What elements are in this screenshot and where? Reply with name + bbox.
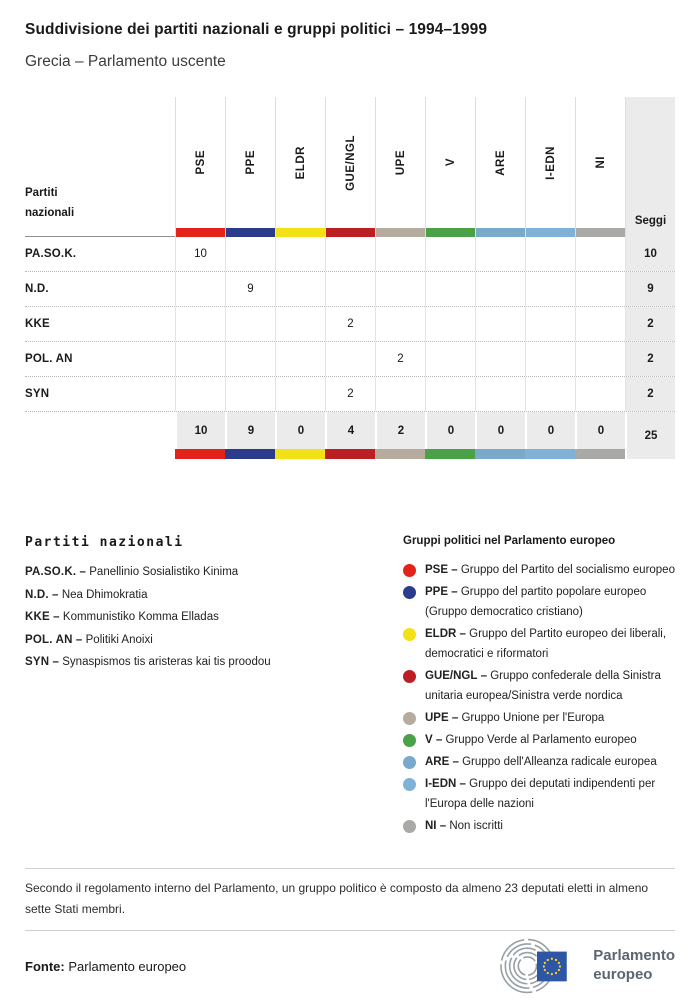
political-groups-legend	[403, 535, 675, 838]
logo-wordmark: Parlamento europeo	[593, 947, 675, 983]
seats-column-header: Seggi	[625, 97, 675, 237]
party-label: PA.SO.K.	[25, 248, 77, 260]
footnote: Secondo il regolamento interno del Parlamento, un gruppo politico è composto da almeno 23 deputati eletti in almeno sette Stati membri.	[25, 881, 649, 916]
group-color-dot	[403, 734, 416, 747]
legend-heading: Gruppi politici nel Parlamento europeo	[403, 535, 616, 547]
hemicycle-flag-icon	[489, 937, 585, 995]
seats-value: 2	[625, 377, 675, 411]
legend-item: POL. AN – Politiki Anoixi	[25, 633, 153, 646]
group-code-label: ARE	[494, 149, 507, 176]
party-label: SYN	[25, 388, 50, 400]
party-label: POL. AN	[25, 353, 73, 365]
group-color-dot	[403, 628, 416, 641]
legend-item: KKE – Kommunistiko Komma Elladas	[25, 611, 219, 623]
column-header-eldr	[275, 97, 325, 237]
legend-item: SYN – Synaspismos tis aristeras kai tis proodou	[25, 656, 271, 668]
totals-row: 10 9 0 4 2 0 0 0 0 25	[25, 412, 675, 459]
group-color-bar	[426, 228, 475, 237]
eu-flag	[537, 952, 567, 982]
group-color-dot	[403, 756, 416, 769]
group-color-bar	[376, 228, 425, 237]
legend-heading: Partiti nazionali	[25, 535, 184, 550]
table-row: SYN 2 2	[25, 377, 675, 412]
group-color-bar	[575, 449, 625, 459]
group-color-bar	[276, 228, 325, 237]
column-header-v	[425, 97, 475, 237]
column-header-upe	[375, 97, 425, 237]
table-row: KKE 2 2	[25, 307, 675, 342]
table-header-row	[25, 97, 675, 237]
legend-section	[25, 535, 675, 838]
national-parties-legend	[25, 535, 403, 838]
column-header-ppe	[225, 97, 275, 237]
table-row: POL. AN 2 2	[25, 342, 675, 377]
divider	[25, 930, 675, 931]
european-parliament-logo	[489, 937, 675, 995]
column-header-are	[475, 97, 525, 237]
column-header-pse	[175, 97, 225, 237]
group-color-dot	[403, 778, 416, 791]
group-code-label: UPE	[394, 149, 407, 176]
group-color-bar	[326, 228, 375, 237]
group-color-bar	[375, 449, 425, 459]
group-code-label: NI	[594, 156, 607, 169]
seats-value: 2	[625, 342, 675, 376]
group-code-label: PSE	[194, 150, 207, 175]
source-text: Fonte: Parlamento europeo	[25, 958, 187, 974]
party-label: KKE	[25, 318, 50, 330]
column-header-iedn	[525, 97, 575, 237]
group-code-label: V	[444, 158, 457, 167]
group-color-bar	[225, 449, 275, 459]
legend-item: ELDR – Gruppo del Partito europeo dei liberali, democratici e riformatori	[403, 624, 675, 664]
group-code-label: I-EDN	[544, 145, 557, 180]
legend-item: PSE – Gruppo del Partito del socialismo europeo	[403, 560, 675, 580]
seats-value: 10	[625, 237, 675, 271]
group-color-bar	[226, 228, 275, 237]
group-color-bar	[476, 228, 525, 237]
column-header-ni	[575, 97, 625, 237]
group-color-bar	[176, 228, 225, 237]
legend-item: GUE/NGL – Gruppo confederale della Sinistra unitaria europea/Sinistra verde nordica	[403, 666, 675, 706]
legend-item: ARE – Gruppo dell'Alleanza radicale europea	[403, 752, 675, 772]
legend-item: PA.SO.K. – Panellinio Sosialistiko Kinima	[25, 566, 239, 578]
group-code-label: ELDR	[294, 145, 307, 180]
legend-item: I-EDN – Gruppo dei deputati indipendenti per l'Europa delle nazioni	[403, 774, 675, 814]
seats-value: 2	[625, 307, 675, 341]
legend-item: NI – Non iscritti	[403, 816, 675, 836]
legend-item: UPE – Gruppo Unione per l'Europa	[403, 708, 675, 728]
group-code-label: GUE/NGL	[344, 134, 357, 191]
group-color-dot	[403, 820, 416, 833]
group-color-bar	[526, 228, 575, 237]
group-color-bar	[425, 449, 475, 459]
row-header-label: Partiti nazionali	[25, 97, 175, 237]
page-title: Suddivisione dei partiti nazionali e gruppi politici – 1994–1999	[25, 21, 488, 38]
group-color-dot	[403, 564, 416, 577]
group-color-bar	[525, 449, 575, 459]
column-header-guengl	[325, 97, 375, 237]
total-seats-value: 25	[625, 412, 675, 459]
group-color-bar	[175, 449, 225, 459]
seats-value: 9	[625, 272, 675, 306]
source-row	[25, 937, 675, 995]
group-color-bar	[576, 228, 625, 237]
legend-item: N.D. – Nea Dhimokratia	[25, 588, 148, 601]
table-row: PA.SO.K. 10 10	[25, 237, 675, 272]
legend-item: V – Gruppo Verde al Parlamento europeo	[403, 730, 675, 750]
page-subtitle: Grecia – Parlamento uscente	[25, 53, 226, 70]
group-code-label: PPE	[244, 150, 257, 175]
legend-item: PPE – Gruppo del partito popolare europeo (Gruppo democratico cristiano)	[403, 582, 675, 622]
infographic	[0, 21, 700, 995]
party-label: N.D.	[25, 283, 49, 295]
group-color-bar	[475, 449, 525, 459]
group-color-dot	[403, 670, 416, 683]
group-color-dot	[403, 586, 416, 599]
group-color-bar	[275, 449, 325, 459]
group-color-bar	[325, 449, 375, 459]
table-row: N.D. 9 9	[25, 272, 675, 307]
seats-table	[25, 97, 675, 459]
group-color-dot	[403, 712, 416, 725]
